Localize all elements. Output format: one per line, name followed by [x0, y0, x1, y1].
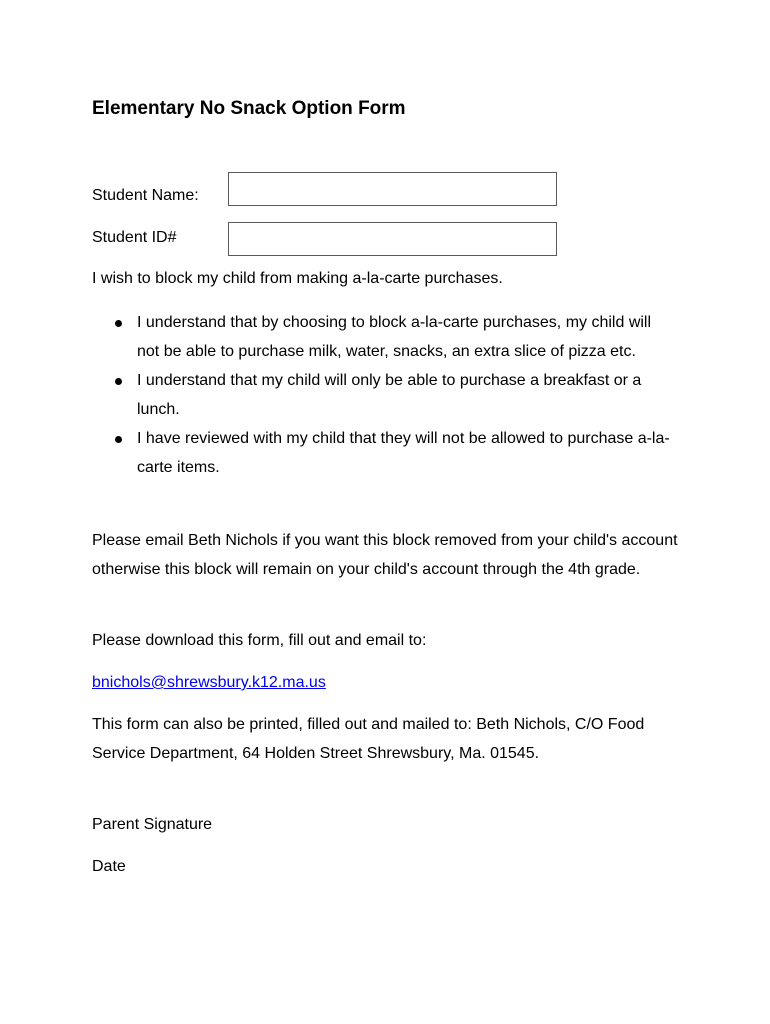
list-item	[92, 308, 672, 366]
student-id-input[interactable]	[228, 222, 557, 256]
bullet-icon	[115, 320, 122, 327]
email-link[interactable]: bnichols@shrewsbury.k12.ma.us	[92, 674, 326, 691]
bullet-icon	[115, 436, 122, 443]
list-item-text: I have reviewed with my child that they will not be allowed to purchase a-la-carte items.	[137, 430, 670, 476]
mail-instructions: This form can also be printed, filled out and mailed to: Beth Nichols, C/O Food Service Department, 64 Holden Street Shrewsbury, Ma. 01545.	[92, 716, 645, 762]
download-instructions: Please download this form, fill out and email to:	[92, 632, 427, 649]
list-item	[92, 366, 672, 424]
removal-instructions: Please email Beth Nichols if you want this block removed from your child's account otherwise this block will remain on your child's account through the 4th grade.	[92, 532, 678, 578]
list-item-text: I understand that my child will only be able to purchase a breakfast or a lunch.	[137, 372, 642, 418]
parent-signature-label: Parent Signature	[92, 816, 213, 833]
list-item	[92, 424, 672, 482]
intro-statement: I wish to block my child from making a-la-carte purchases.	[92, 270, 503, 287]
student-name-input[interactable]	[228, 172, 557, 206]
student-id-label: Student ID#	[92, 229, 177, 246]
date-label: Date	[92, 858, 126, 875]
acknowledgement-list	[92, 308, 672, 482]
page-title: Elementary No Snack Option Form	[92, 98, 406, 119]
student-name-label: Student Name:	[92, 187, 199, 204]
bullet-icon	[115, 378, 122, 385]
list-item-text: I understand that by choosing to block a-la-carte purchases, my child will not be able to purchase milk, water, snacks, an extra slice of pizza etc.	[137, 314, 652, 360]
